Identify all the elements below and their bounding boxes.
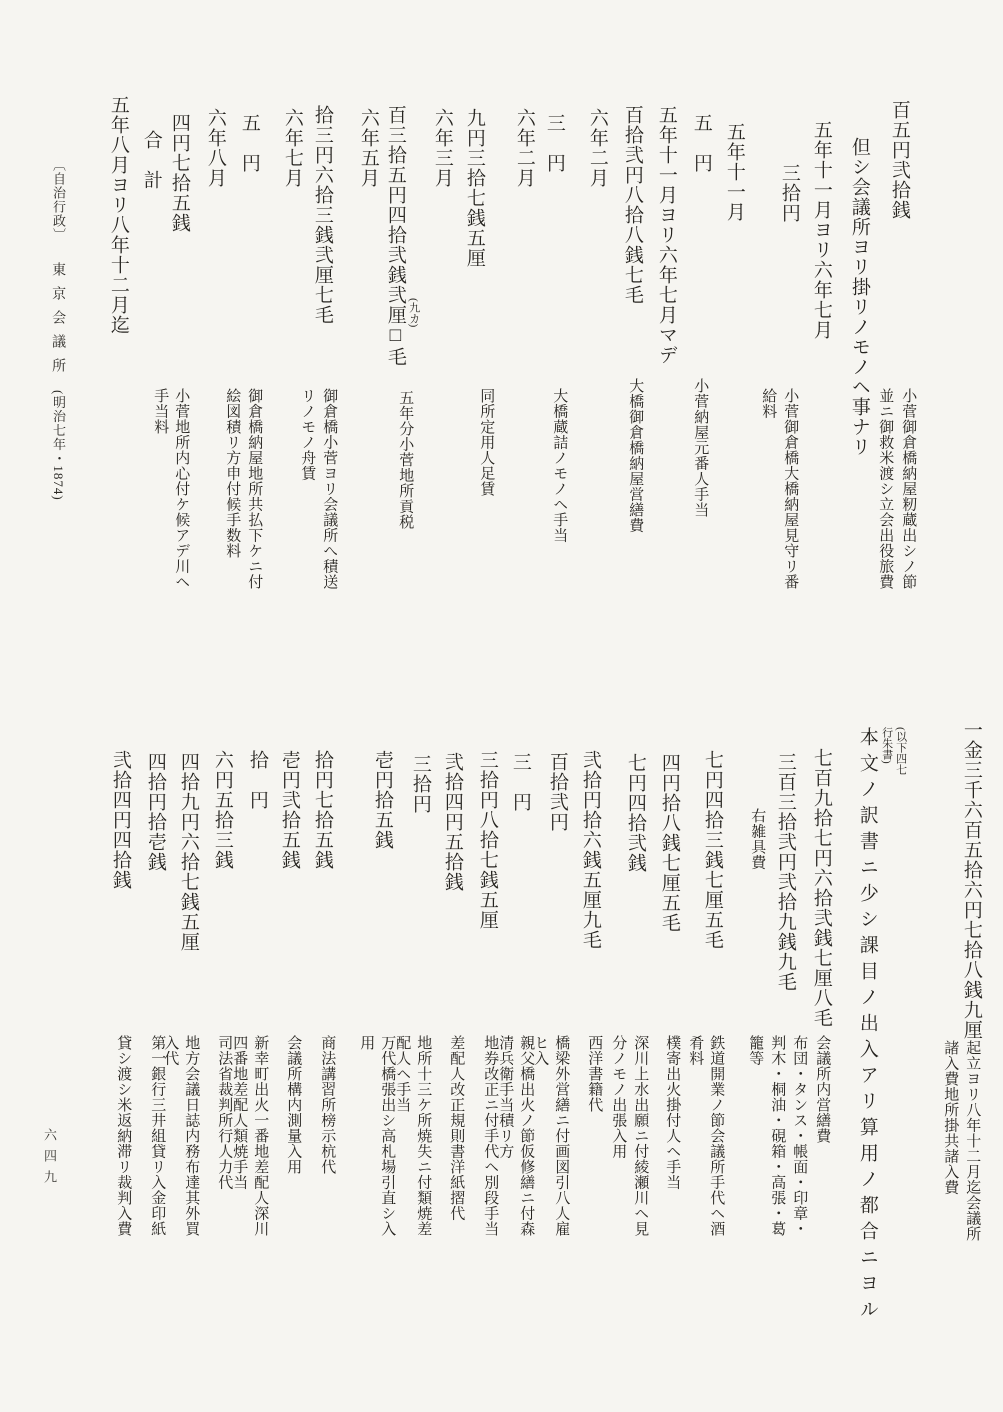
label-column: 合 計: [140, 130, 162, 190]
desc-column: 大橋蔵詰ノモノヘ手当: [551, 388, 568, 543]
desc-column: リノモノ舟賃: [299, 388, 316, 481]
desc-column: 並ニ御救米渡シ立会出役旅費: [877, 388, 894, 590]
desc-column: 小菅地所内心付ケ候アデ川ヘ: [173, 388, 190, 590]
desc-column: 小菅納屋元番人手当: [692, 378, 709, 518]
amount-column: 七百九拾七円六拾弐銭七厘八毛: [810, 748, 832, 1028]
amount-column: 一金三千六百五拾六円七拾八銭九厘: [960, 720, 982, 1040]
amount-column: 百拾弐円八拾八銭七毛: [621, 105, 643, 305]
red-note-annotation: (以下四七: [894, 727, 907, 775]
amount-column: 百三拾五円四拾弐銭弐厘□毛: [384, 105, 406, 367]
desc-column: 差配人改正規則書洋紙摺代: [448, 1035, 465, 1221]
desc-column: 籠等: [747, 1035, 764, 1066]
date-column: 六年八月: [204, 108, 226, 188]
amount-column: 四円拾八銭七厘五毛: [658, 753, 680, 933]
amount-column: 七円四拾三銭七厘五毛: [701, 750, 723, 950]
amount-column: 三拾円: [409, 754, 431, 814]
amount-column: 弐拾円拾六銭五厘九毛: [579, 750, 601, 950]
desc-column: 布団・タンス・帳面・印章・: [791, 1035, 808, 1237]
amount-column: 拾円七拾五銭: [311, 750, 333, 870]
amount-column: 三 円: [543, 113, 565, 173]
note-column: 本文ノ訳書ニ少シ課目ノ出入アリ算用ノ都合ニヨル: [856, 727, 878, 1325]
amount-column: 拾 円: [246, 750, 268, 810]
amount-column: 五 円: [690, 113, 712, 173]
desc-column: 御倉橋納屋地所共払下ケニ付: [246, 388, 263, 590]
desc-column: 小菅御倉橋納屋籾蔵出シノ節: [900, 388, 917, 590]
amount-column: 三 円: [509, 752, 531, 812]
date-column: 六年二月: [513, 108, 535, 188]
amount-column: 弐拾四円四拾銭: [109, 750, 131, 890]
desc-column: 司法省裁判所行人力代: [216, 1035, 233, 1190]
desc-column: 西洋書籍代: [586, 1035, 603, 1113]
date-column: 六年三月: [431, 108, 453, 188]
desc-column: 清兵衛手当積リ方: [497, 1035, 514, 1159]
desc-column: 樸寄出火掛付人ヘ手当: [664, 1035, 681, 1190]
amount-column: 壱円拾五銭: [371, 750, 393, 850]
amount-column: 六円五拾三銭: [211, 750, 233, 870]
desc-column: 鉄道開業ノ節会議所手代ヘ酒: [708, 1035, 725, 1237]
date-column: 五年十一月ヨリ六年七月: [810, 120, 832, 340]
desc-column: 地券改正ニ付手代ヘ別段手当: [482, 1035, 499, 1237]
desc-column: 諸入費地所掛共諸入費: [942, 1040, 959, 1195]
amount-column: 九円三拾七銭五厘: [463, 108, 485, 268]
amount-column: 五 円: [238, 113, 260, 173]
desc-column: 御倉橋小菅ヨリ会議所へ積送: [321, 388, 338, 590]
amount-column: 百五円弐拾銭: [888, 100, 910, 220]
label-column: 五年八月ヨリ八年十二月迄: [107, 95, 129, 335]
amount-column: 弐拾四円五拾銭: [441, 752, 463, 892]
desc-column: 絵図積リ方申付候手数料: [224, 388, 241, 559]
amount-column: 拾三円六拾三銭弐厘七毛: [311, 105, 333, 325]
desc-column: 新幸町出火一番地差配人深川: [252, 1035, 269, 1237]
desc-column: 判木・桐油・硯箱・高張・葛: [769, 1035, 786, 1237]
desc-column: 用: [358, 1035, 375, 1051]
date-column: 五年十一月ヨリ六年七月マデ: [655, 105, 677, 365]
desc-column: 起立ヨリ八年十二月迄会議所: [964, 1040, 981, 1242]
amount-column: 四円七拾五銭: [168, 113, 190, 233]
amount-column: 七円四拾弐銭: [624, 753, 646, 873]
desc-column: 右雑具費: [749, 808, 766, 870]
page-number: 六四九: [41, 1128, 57, 1191]
desc-column: 肴料: [687, 1035, 704, 1066]
desc-column: 会議所構内測量入用: [285, 1035, 302, 1175]
desc-column: ヒ入: [532, 1035, 549, 1066]
desc-column: 商法講習所榜示杭代: [319, 1035, 336, 1175]
desc-column: 地所十三ケ所焼失ニ付類焼差: [415, 1035, 432, 1237]
desc-column: 貸シ渡シ米返納滞リ裁判入費: [115, 1035, 132, 1237]
amount-column: 三百三拾弐円弐拾九銭九毛: [774, 752, 796, 992]
date-column: 六年七月: [281, 108, 303, 188]
red-note-annotation: 行朱書): [880, 727, 893, 764]
desc-column: 地方会議日誌内務布達其外買: [183, 1035, 200, 1237]
margin-title: 東京会議所: [50, 262, 66, 382]
desc-column: 会議所内営繕費: [814, 1035, 831, 1144]
date-column: 五年十一月: [723, 122, 745, 222]
date-column: 六年二月: [586, 108, 608, 188]
desc-column: 万代橋張出シ高札場引直シ入: [379, 1035, 396, 1237]
margin-category: 〔自治行政〕: [50, 158, 66, 242]
desc-column: 親父橋出火ノ節仮修繕ニ付森: [518, 1035, 535, 1237]
desc-column: 給料: [760, 388, 777, 419]
amount-column: 三拾円八拾七銭五厘: [476, 750, 498, 930]
desc-column: 四番地差配人類焼手当: [231, 1035, 248, 1190]
margin-year: (明治七年・1874): [50, 390, 66, 501]
desc-column: 橋梁外営繕ニ付画図引八人雇: [553, 1035, 570, 1237]
ruby-annotation: (九カ): [407, 298, 420, 328]
amount-column: 壱円弐拾五銭: [278, 750, 300, 870]
desc-column: 同所定用人足賃: [478, 388, 495, 497]
amount-column: 四拾九円六拾七銭五厘: [177, 752, 199, 952]
amount-column: 三拾円: [778, 163, 800, 223]
desc-column: 大橋御倉橋納屋営繕費: [627, 378, 644, 533]
desc-column: 配人ヘ手当: [394, 1035, 411, 1113]
desc-column: 第一銀行三井組貸リ入金印紙: [149, 1035, 166, 1237]
desc-column: 深川上水出願ニ付綾瀬川ヘ見: [632, 1035, 649, 1237]
desc-column: 入代: [162, 1035, 179, 1066]
desc-column: 手当料: [152, 388, 169, 435]
note-column: 但シ会議所ヨリ掛リノモノヘ事ナリ: [848, 137, 870, 457]
desc-column: 小菅御倉橋大橋納屋見守リ番: [782, 388, 799, 590]
desc-column: 分ノモノ出張入用: [610, 1035, 627, 1159]
amount-column: 百拾弐円: [546, 752, 568, 832]
amount-column: 四拾円拾壱銭: [144, 752, 166, 872]
desc-column: 五年分小菅地所貢税: [397, 390, 414, 530]
date-column: 六年五月: [357, 108, 379, 188]
